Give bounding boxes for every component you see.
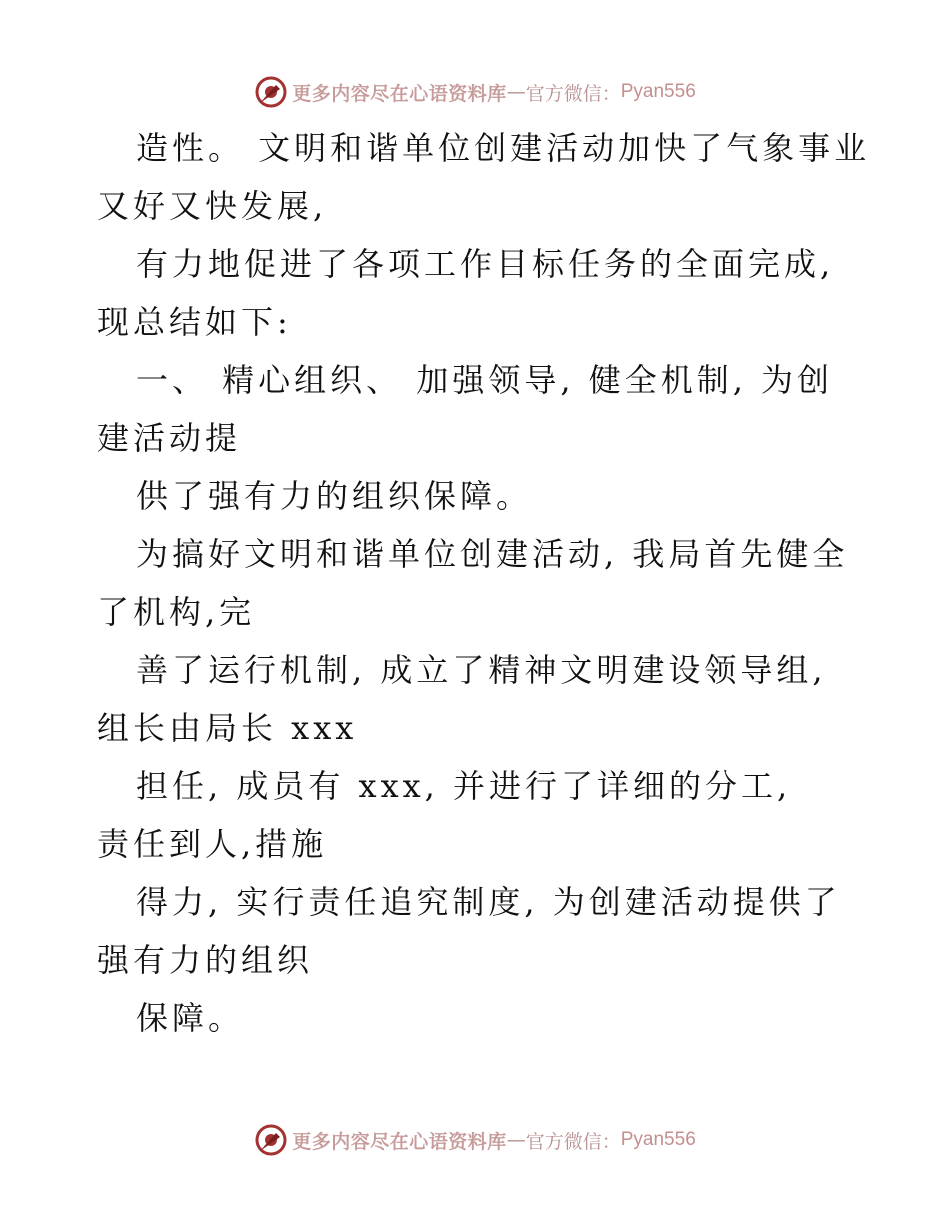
brand-logo-icon [254,1123,288,1157]
footer-watermark-banner [0,1120,950,1160]
text-line: 一、 精心组织、 加强领导, 健全机制, 为创 [136,361,834,399]
banner-wechat-id: Pyan556 [620,1129,696,1150]
text-line: 组长由局长 xxx [97,709,358,747]
text-line: 保障。 [136,999,245,1037]
text-line: 又好又快发展, [97,187,328,225]
text-line: 善了运行机制, 成立了精神文明建设领导组, [136,651,827,689]
banner-sub-text: 官方微信： [525,82,621,105]
text-line: 了机构,完 [97,593,256,631]
banner-dash: — [506,1129,526,1151]
text-line: 强有力的组织 [97,941,314,979]
text-line: 有力地促进了各项工作目标任务的全面完成, [136,245,835,283]
banner-dash: — [506,81,526,103]
text-line: 建活动提 [97,419,242,457]
text-line: 供了强有力的组织保障。 [136,477,533,515]
banner-main-text: 更多内容尽在心语资料库 [292,1130,507,1153]
text-line: 担任, 成员有 xxx, 并进行了详细的分工, [136,767,792,805]
text-line: 造性。 文明和谐单位创建活动加快了气象事业 [136,129,871,167]
text-line: 为搞好文明和谐单位创建活动, 我局首先健全 [136,535,849,573]
text-line: 得力, 实行责任追究制度, 为创建活动提供了 [136,883,841,921]
banner-main-text: 更多内容尽在心语资料库 [292,82,507,105]
text-line: 责任到人,措施 [97,825,328,863]
banner-sub-text: 官方微信： [525,1130,621,1153]
text-line: 现总结如下: [97,303,292,341]
banner-wechat-id: Pyan556 [620,81,696,102]
